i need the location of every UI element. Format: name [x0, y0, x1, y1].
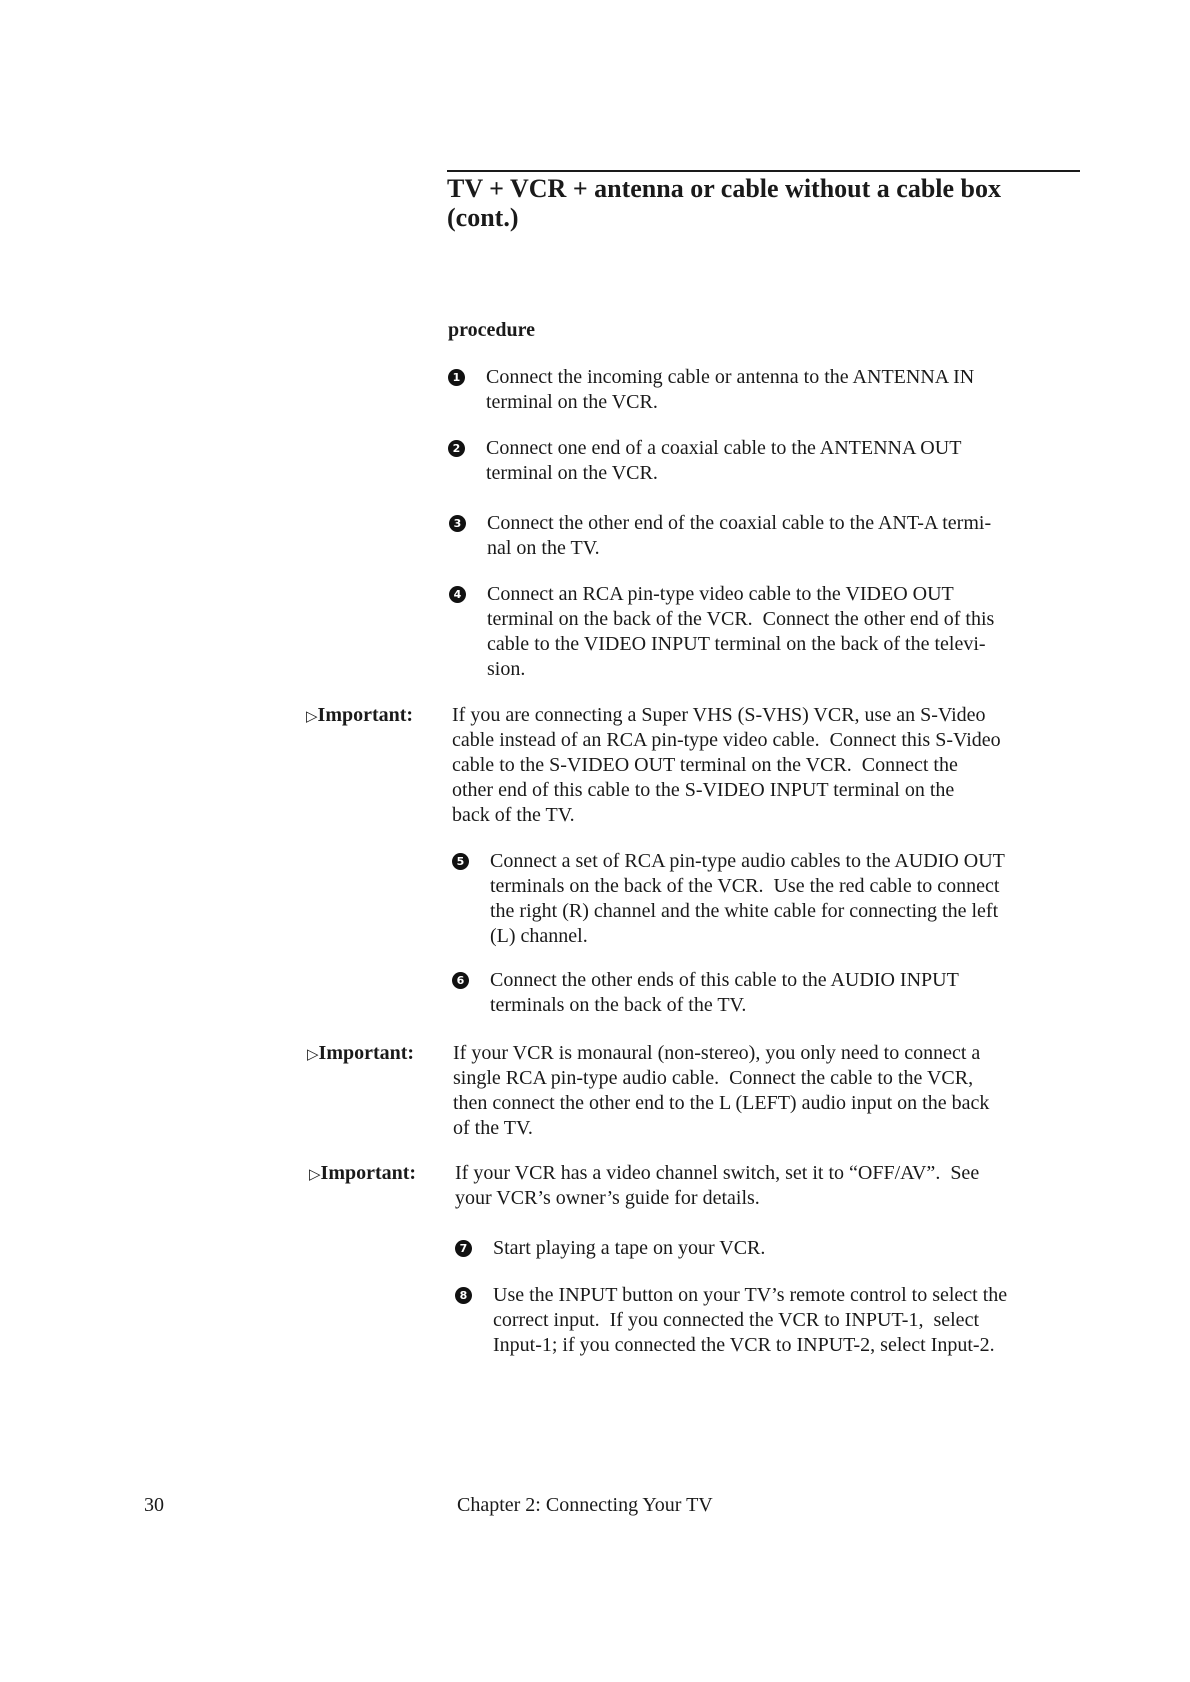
important-label	[307, 1041, 453, 1067]
step-number-badge: 7	[455, 1240, 472, 1257]
step-text: Start playing a tape on your VCR.	[493, 1237, 766, 1259]
step-text: Connect a set of RCA pin-type audio cables to the AUDIO OUT terminals on the back of the VCR. Use the red cable to connect the right (R) channel and the white cable for connecting the left (L) channel.	[490, 850, 1005, 947]
step-number-badge: 2	[448, 440, 465, 457]
page-title: TV + VCR + antenna or cable without a cable box (cont.)	[447, 174, 1002, 232]
step-number-badge: 1	[448, 369, 465, 386]
section-heading: procedure	[448, 319, 536, 341]
step-7	[455, 1236, 765, 1261]
step-text: Connect an RCA pin-type video cable to the VIDEO OUT terminal on the back of the VCR. Connect the other end of this cable to the VIDEO INPUT terminal on the back of the televi- sion.	[487, 583, 995, 680]
step-text: Connect one end of a coaxial cable to the ANTENNA OUT terminal on the VCR.	[486, 437, 962, 484]
step-text: Connect the other end of the coaxial cable to the ANT-A termi- nal on the TV.	[487, 512, 992, 559]
step-number-badge: 8	[455, 1287, 472, 1304]
important-text: If your VCR is monaural (non-stereo), you only need to connect a single RCA pin-type audio cable. Connect the cable to the VCR, then connect the other end to the L (LEFT) audio input on the back of the TV.	[453, 1042, 990, 1139]
step-8	[455, 1283, 1007, 1358]
page-number: 30	[144, 1494, 164, 1516]
step-5	[452, 849, 1005, 949]
step-2	[448, 436, 961, 486]
important-note-3	[309, 1161, 979, 1211]
step-6	[452, 968, 959, 1018]
important-label-text: Important:	[317, 704, 414, 726]
step-text: Connect the incoming cable or antenna to the ANTENNA IN terminal on the VCR.	[486, 366, 975, 413]
triangle-icon	[307, 1045, 319, 1063]
important-label	[306, 703, 452, 729]
important-note-1	[306, 703, 1001, 828]
step-text: Connect the other ends of this cable to the AUDIO INPUT terminals on the back of the TV.	[490, 969, 959, 1016]
step-text: Use the INPUT button on your TV’s remote control to select the correct input. If you connected the VCR to INPUT-1, select Input-1; if you connected the VCR to INPUT-2, select Input-2.	[493, 1284, 1008, 1356]
triangle-icon	[309, 1165, 321, 1183]
step-4	[449, 582, 994, 682]
important-text: If your VCR has a video channel switch, set it to “OFF/AV”. See your VCR’s owner’s guide for details.	[455, 1162, 980, 1209]
important-label	[309, 1161, 455, 1187]
step-1	[448, 365, 974, 415]
important-text: If you are connecting a Super VHS (S-VHS) VCR, use an S-Video cable instead of an RCA pin-type video cable. Connect this S-Video cable to the S-VIDEO OUT terminal on the VCR. Connect the other end of this cable to the S-VIDEO INPUT terminal on the back of the TV.	[452, 704, 1001, 826]
important-note-2	[307, 1041, 989, 1141]
chapter-footer: Chapter 2: Connecting Your TV	[457, 1494, 713, 1516]
important-label-text: Important:	[320, 1162, 417, 1184]
step-number-badge: 5	[452, 853, 469, 870]
step-number-badge: 4	[449, 586, 466, 603]
triangle-icon	[306, 707, 318, 725]
step-number-badge: 3	[449, 515, 466, 532]
title-rule	[447, 170, 1080, 172]
important-label-text: Important:	[318, 1042, 415, 1064]
step-3	[449, 511, 991, 561]
step-number-badge: 6	[452, 972, 469, 989]
